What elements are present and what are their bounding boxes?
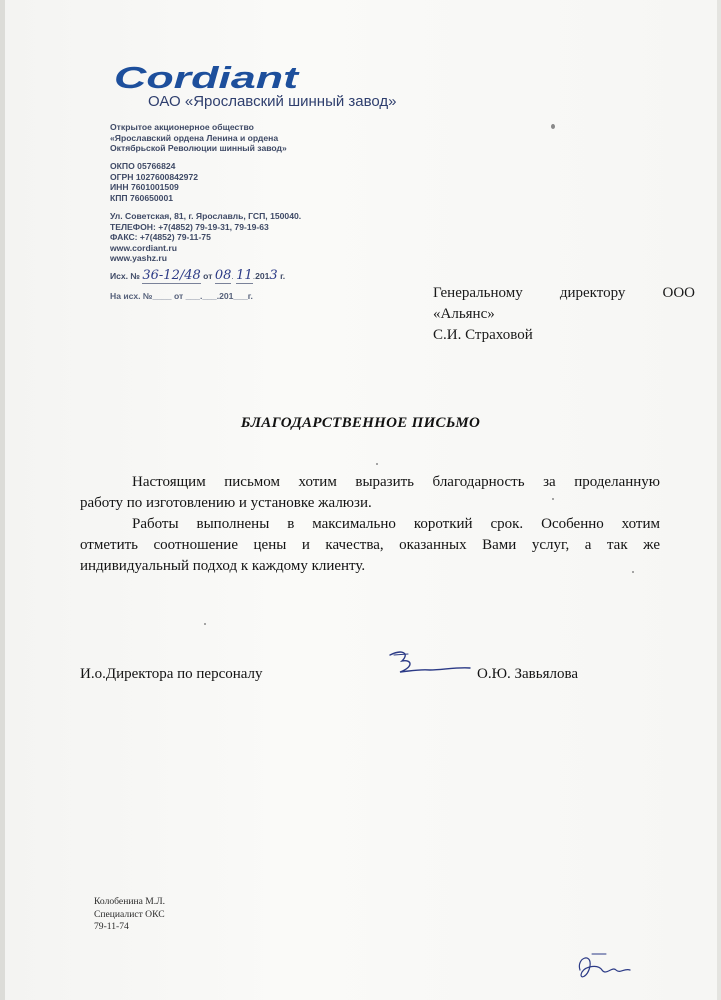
body-line: работу по изготовлению и установке жалюзи. [80,495,372,511]
code-kpp: КПП 760650001 [110,192,174,203]
contacts [110,211,301,264]
scan-speck [632,571,634,573]
scan-edge-left [0,0,5,1000]
handwritten-initials [572,948,642,988]
recipient-block [433,283,695,346]
address: Ул. Советская, 81, г. Ярославль, ГСП, 150040. [110,211,302,221]
scan-speck [551,124,555,129]
outgoing-year-prefix: 201 [255,271,270,281]
recipient-company: «Альянс» [433,306,495,322]
website-yashz: www.yashz.ru [110,253,167,263]
letter-title: БЛАГОДАРСТВЕННОЕ ПИСЬМО [240,415,481,431]
body-line: Настоящим письмом хотим выразить благодарность за проделанную [132,474,660,490]
outgoing-suffix: г. [280,271,286,281]
body-line: Работы выполнены в максимально короткий срок. Особенно хотим [132,516,660,532]
signatory-position: И.о.Директора по персоналу [80,666,263,682]
body-line: отметить соотношение цены и качества, оказанных Вами услуг, а так же [80,537,660,553]
logo-text: Cordiant [114,60,301,95]
code-okpo: ОКПО 05766824 [110,161,176,171]
incoming-suffix: г. [247,291,253,301]
executor-phone: 79-11-74 [94,921,129,932]
outgoing-prefix: Исх. № [110,271,140,281]
recipient-line-1 [433,283,695,304]
incoming-from-label: от [173,291,184,301]
company-name: ОАО «Ярославский шинный завод» [148,93,397,110]
full-name-line: Октябрьской Революции шинный завод» [110,143,287,153]
incoming-ref [110,291,253,301]
incoming-blank-date: ___.___.201___ [185,291,248,301]
outgoing-month: 11 [236,268,253,283]
signatory-name: О.Ю. Завьялова [477,666,579,682]
outgoing-number: 36-12/48 [142,268,201,283]
body-line: индивидуальный подход к каждому клиенту. [80,558,366,574]
recipient-word: ООО [662,285,695,301]
fax: ФАКС: +7(4852) 79-11-75 [110,232,211,242]
recipient-word: директору [559,285,626,301]
executor-name: Колобенина М.Л. [94,896,166,907]
outgoing-ref: Исх. № 36-12/48 от 08. 11.2013 г. [110,268,286,283]
registration-codes [110,161,198,203]
website-cordiant: www.cordiant.ru [110,242,178,253]
handwritten-signature [380,645,480,685]
outgoing-from-label: от [203,271,213,281]
full-name-line: Открытое акционерное общество [110,122,254,132]
scan-speck [204,623,206,625]
scan-speck [552,498,554,500]
scan-speck [376,463,378,465]
recipient-name: С.И. Страховой [433,327,533,343]
incoming-prefix: На исх. № [110,291,153,301]
phone: ТЕЛЕФОН: +7(4852) 79-19-31, 79-19-63 [110,221,269,232]
company-full-name [110,122,287,154]
code-inn: ИНН 7601001509 [110,182,179,192]
code-ogrn: ОГРН 1027600842972 [110,171,199,182]
executor-role: Специалист ОКС [94,908,165,920]
executor-info [94,896,165,934]
incoming-blank-number: ____ [152,291,172,301]
scan-edge-right [717,0,721,1000]
full-name-line: «Ярославский ордена Ленина и ордена [110,132,279,143]
recipient-word: Генеральному [433,285,523,301]
outgoing-day: 08 [214,268,232,283]
outgoing-year-digit: 3 [269,268,278,283]
